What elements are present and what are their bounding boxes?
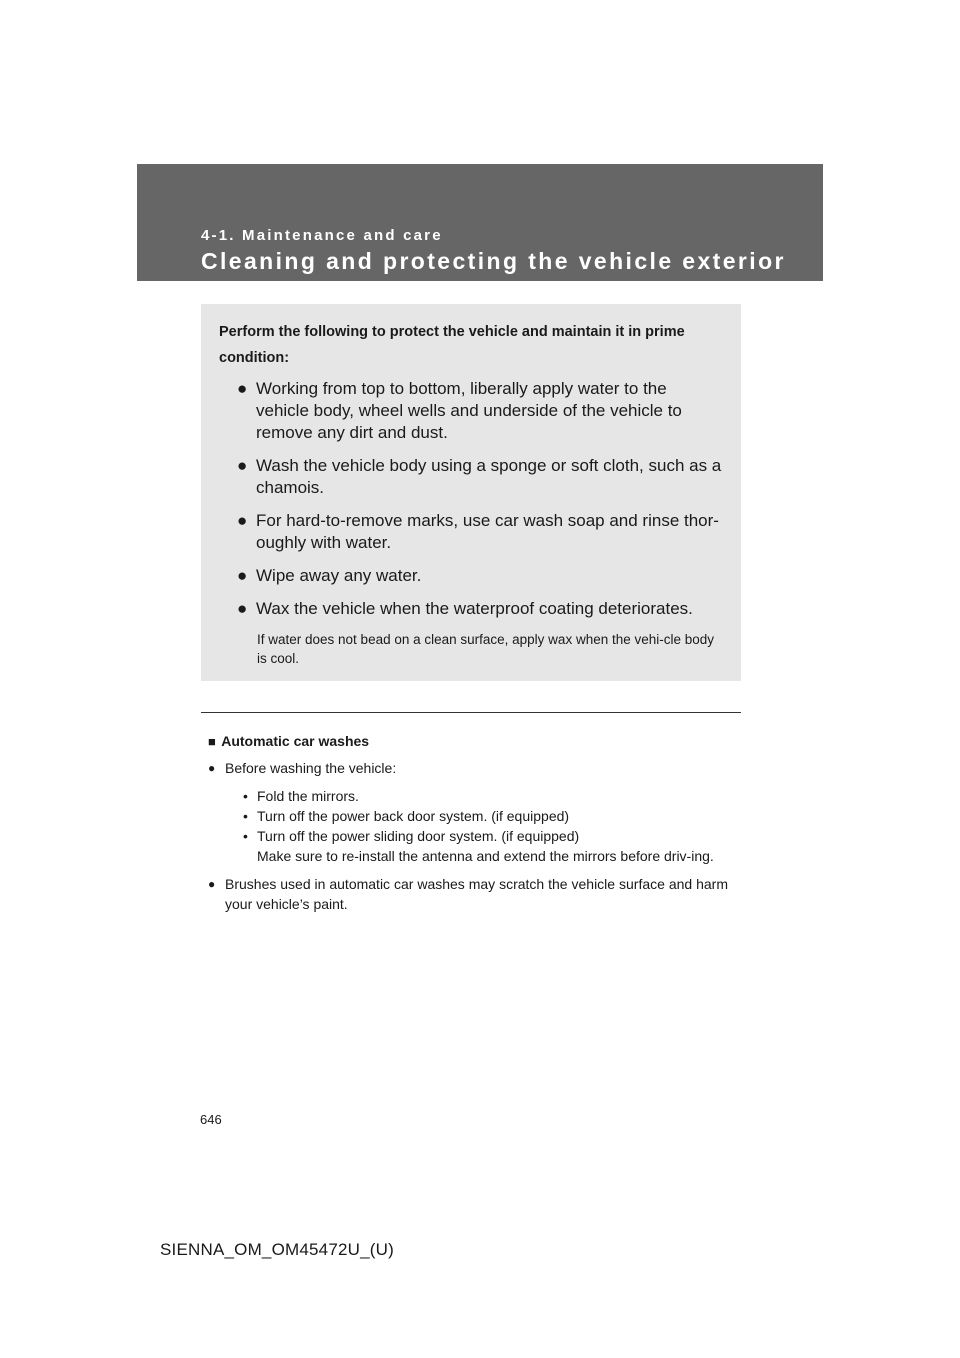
step-text: Wipe away any water.: [256, 566, 422, 585]
step-list: [219, 378, 723, 620]
page-number: 646: [200, 1112, 222, 1127]
sub-list-item: [243, 786, 728, 806]
sub-list: [225, 786, 728, 866]
step-text: Wax the vehicle when the waterproof coating deteriorates.: [256, 599, 693, 618]
notes-section: [208, 731, 728, 922]
sub-item-continuation: Make sure to re-install the antenna and extend the mirrors before driv-ing.: [257, 848, 714, 864]
document-code: SIENNA_OM_OM45472U_(U): [160, 1240, 394, 1259]
care-instructions-box: [201, 304, 741, 681]
list-item: [219, 510, 723, 554]
dot-bullet-icon: •: [243, 788, 248, 804]
section-divider: [201, 712, 741, 713]
notes-heading: [208, 731, 728, 752]
list-item: [208, 758, 728, 866]
dot-bullet-icon: •: [243, 808, 248, 824]
sub-list-item: [243, 826, 728, 866]
list-item: [219, 378, 723, 444]
step-text: Working from top to bottom, liberally apply water to the vehicle body, wheel wells and underside of the vehicle to remove any dirt and dust.: [256, 379, 682, 442]
item-text: Before washing the vehicle:: [225, 760, 397, 776]
sub-item-text: Turn off the power back door system. (if equipped): [257, 808, 570, 824]
sub-item-text: Fold the mirrors.: [257, 788, 359, 804]
step-text: Wash the vehicle body using a sponge or soft cloth, such as a chamois.: [256, 456, 722, 497]
bullet-icon: ●: [237, 379, 248, 398]
bullet-icon: ●: [237, 566, 248, 585]
item-text: Brushes used in automatic car washes may scratch the vehicle surface and harm your vehicle’s paint.: [225, 876, 728, 912]
list-item: [219, 455, 723, 499]
bullet-icon: ●: [237, 456, 248, 475]
step-text: For hard-to-remove marks, use car wash soap and rinse thor-oughly with water.: [256, 511, 719, 552]
list-item: [219, 598, 723, 620]
intro-text: Perform the following to protect the vehicle and maintain it in prime condition:: [219, 324, 685, 366]
notes-heading-text: Automatic car washes: [221, 733, 370, 749]
bullet-icon: ●: [208, 877, 216, 891]
bullet-icon: ●: [237, 511, 248, 530]
list-item: [208, 874, 728, 914]
chapter-header: [137, 164, 823, 281]
section-label: 4-1. Maintenance and care: [201, 227, 443, 244]
wax-note: If water does not bead on a clean surface, apply wax when the vehi-cle body is cool.: [257, 632, 715, 666]
list-item: [219, 565, 723, 587]
sub-item-text: Turn off the power sliding door system. (if equipped): [257, 828, 580, 844]
sub-list-item: [243, 806, 728, 826]
square-bullet-icon: ■: [208, 734, 216, 749]
bullet-icon: ●: [237, 599, 248, 618]
page-title: Cleaning and protecting the vehicle exterior: [201, 248, 786, 274]
dot-bullet-icon: •: [243, 828, 248, 844]
bullet-icon: ●: [208, 761, 216, 775]
